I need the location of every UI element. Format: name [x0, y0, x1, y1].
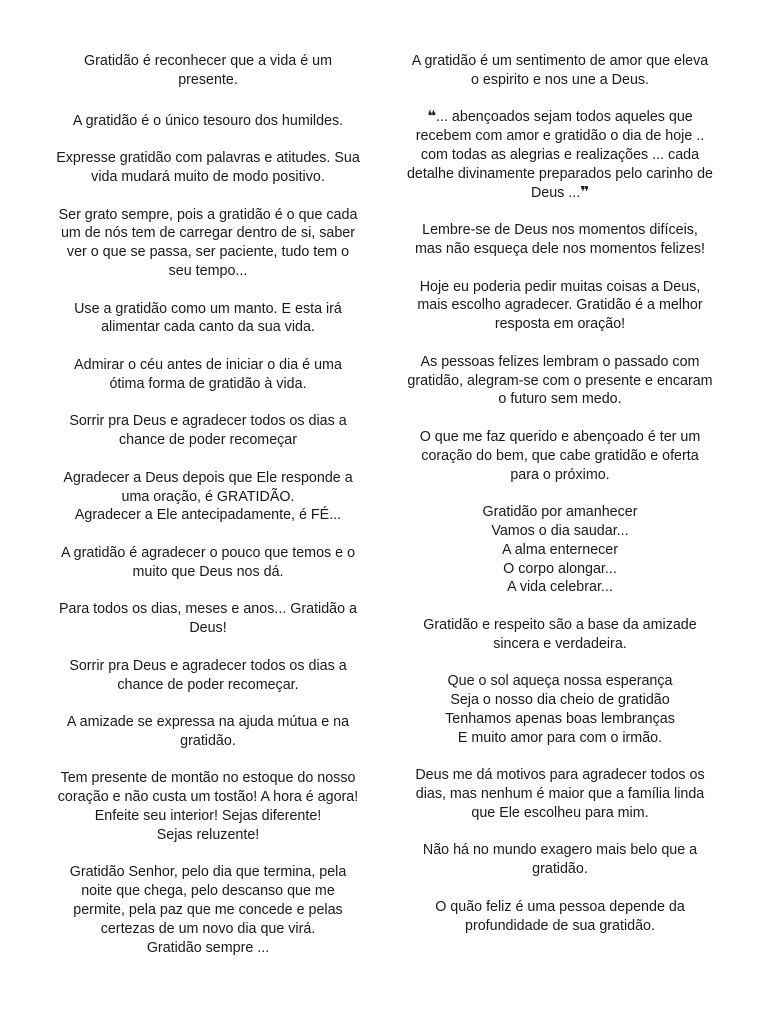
quote-paragraph: Sorrir pra Deus e agradecer todos os dias a chance de poder recomeçar [69, 413, 347, 449]
quote-paragraph: Sorrir pra Deus e agradecer todos os dias a chance de poder recomeçar. [69, 657, 347, 693]
quote-paragraph: Deus me dá motivos para agradecer todos os dias, mas nenhum é maior que a família linda que Ele escolheu para mim. [415, 767, 705, 821]
quote-paragraph: O que me faz querido e abençoado é ter um coração do bem, que cabe gratidão e oferta para o próximo. [419, 428, 701, 483]
quote-paragraph: Gratidão é reconhecer que a vida é um presente. [84, 53, 332, 88]
quote-paragraph: Para todos os dias, meses e anos... Gratidão a Deus! [58, 601, 357, 637]
quote-paragraph: Gratidão e respeito são a base da amizade sincera e verdadeira. [423, 616, 697, 652]
intro-paragraph: A gratidão é um sentimento de amor que eleva o espirito e nos une a Deus. [411, 53, 709, 88]
quote-paragraph: Não há no mundo exagero mais belo que a gratidão. [422, 842, 698, 878]
quote-paragraph: Hoje eu poderia pedir muitas coisas a Deus, mais escolho agradecer. Gratidão é a melhor resposta em oração! [417, 278, 703, 333]
open-quote-icon: ❝ [427, 108, 437, 126]
quote-paragraph: Use a gratidão como um manto. E esta irá alimentar cada canto da sua vida. [74, 300, 342, 336]
quote-paragraph: A amizade se expressa na ajuda mútua e na gratidão. [66, 714, 350, 749]
quote-paragraph: Gratidão Senhor, pelo dia que termina, pela noite que chega, pelo descanso que me permite, pela paz que me concede e pelas certezas de um novo dia que virá. Gratidão sempre ... [69, 864, 347, 956]
right-column [404, 52, 716, 954]
quote-paragraph: Expresse gratidão com palavras e atitudes. Sua vida mudará muito de modo positivo. [56, 150, 360, 185]
poem-paragraph: Que o sol aqueça nossa esperança Seja o nosso dia cheio de gratidão Tenhamos apenas boas lembranças E muito amor para com o irmão. [445, 673, 675, 746]
quote-paragraph: Ser grato sempre, pois a gratidão é o que cada um de nós tem de carregar dentro de si, saber ver o que se passa, ser paciente, tudo tem o seu tempo... [58, 206, 358, 279]
close-quote-icon: ❞ [580, 183, 590, 201]
poem-paragraph: Gratidão por amanhecer Vamos o dia saudar... A alma enternecer O corpo alongar... A vida celebrar... [482, 504, 638, 596]
quote-paragraph: Admirar o céu antes de iniciar o dia é uma ótima forma de gratidão à vida. [74, 356, 342, 392]
quote-paragraph: O quão feliz é uma pessoa depende da profundidade de sua gratidão. [435, 898, 685, 934]
quote-paragraph: Tem presente de montão no estoque do nosso coração e não custa um tostão! A hora é agora! Enfeite seu interior! Sejas diferente! Sejas reluzente! [57, 770, 359, 843]
left-column [52, 52, 364, 976]
quote-paragraph: Lembre-se de Deus nos momentos difíceis, mas não esqueça dele nos momentos felizes! [414, 222, 706, 257]
quote-paragraph: A gratidão é o único tesouro dos humildes. [72, 112, 344, 129]
blessing-quote-text: ... abençoados sejam todos aqueles que recebem com amor e gratidão o dia de hoje .. com todas as alegrias e realizações ... cada detalhe divinamente preparados pelo carinho de Deus ... [406, 109, 713, 201]
quote-paragraph: As pessoas felizes lembram o passado com gratidão, alegram-se com o presente e encaram o futuro sem medo. [407, 353, 713, 408]
blessing-quote [404, 108, 716, 202]
quote-paragraph: A gratidão é agradecer o pouco que temos e o muito que Deus nos dá. [60, 544, 356, 580]
quote-paragraph: Agradecer a Deus depois que Ele responde a uma oração, é GRATIDÃO. Agradecer a Ele antecipadamente, é FÉ... [63, 469, 353, 524]
